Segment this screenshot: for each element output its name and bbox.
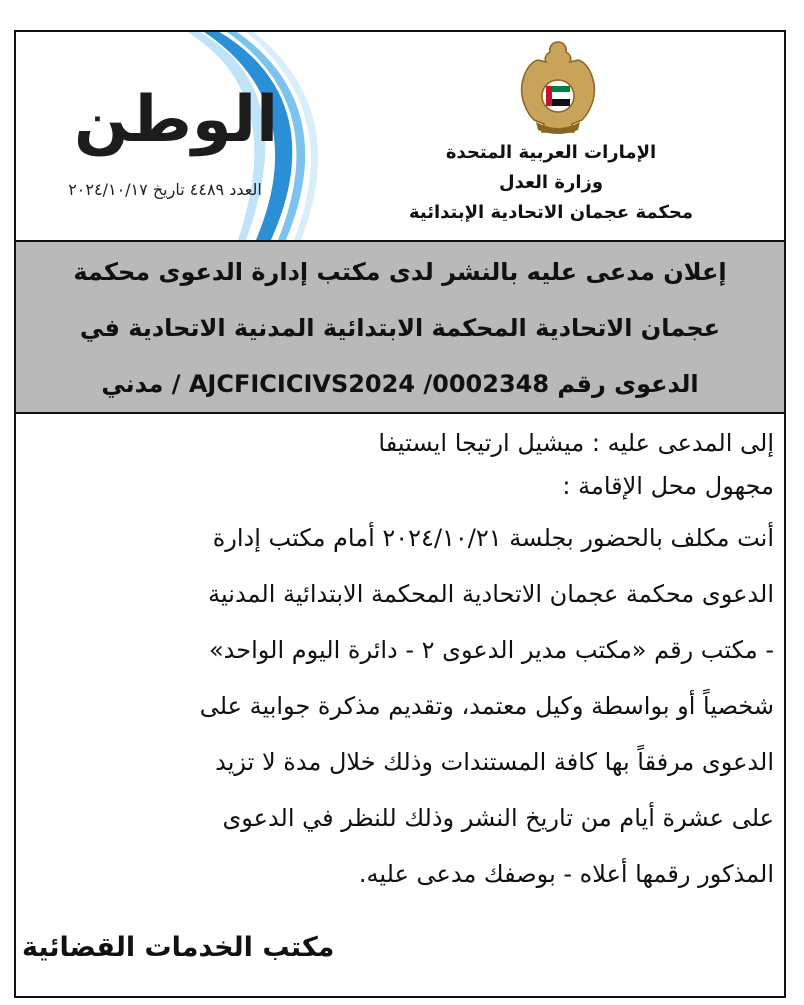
notice-title-line: الدعوى رقم AJCFICICIVS2024 /0002348 / مدني — [101, 370, 699, 398]
defendant-name-line: إلى المدعى عليه : ميشيل ارتيجا ايستيفا — [378, 429, 774, 457]
signature-office: مكتب الخدمات القضائية — [22, 932, 335, 963]
body-line: على عشرة أيام من تاريخ النشر وذلك للنظر في الدعوى — [222, 804, 774, 832]
notice-frame — [14, 30, 786, 998]
country-name: الإمارات العربية المتحدة — [445, 142, 657, 163]
notice-header — [16, 32, 784, 238]
body-line: شخصياً أو بواسطة وكيل معتمد، وتقديم مذكرة جوابية على — [199, 692, 774, 720]
notice-title-line: عجمان الاتحادية المحكمة الابتدائية المدنية الاتحادية في — [79, 314, 721, 342]
notice-body — [30, 420, 774, 902]
address-line: مجهول محل الإقامة : — [562, 472, 774, 500]
uae-emblem-icon — [516, 38, 600, 138]
ministry-name: وزارة العدل — [498, 172, 604, 193]
issuing-authority — [396, 138, 706, 230]
court-name: محكمة عجمان الاتحادية الإبتدائية — [408, 202, 694, 223]
issue-date-line: العدد ٤٤٨٩ تاريخ ٢٠٢٤/١٠/١٧ — [68, 180, 262, 199]
body-line: الدعوى مرفقاً بها كافة المستندات وذلك خلال مدة لا تزيد — [215, 748, 774, 776]
body-line: - مكتب رقم «مكتب مدير الدعوى ٢ - دائرة اليوم الواحد» — [208, 636, 774, 664]
notice-title-box — [16, 240, 784, 414]
body-line: المذكور رقمها أعلاه - بوصفك مدعى عليه. — [358, 860, 774, 888]
newspaper-logo: الوطن — [74, 83, 278, 157]
body-line: الدعوى محكمة عجمان الاتحادية المحكمة الابتدائية المدنية — [208, 580, 774, 608]
notice-title-line: إعلان مدعى عليه بالنشر لدى مكتب إدارة الدعوى محكمة — [73, 258, 727, 286]
body-line: أنت مكلف بالحضور بجلسة ٢٠٢٤/١٠/٢١ أمام مكتب إدارة — [212, 524, 774, 552]
